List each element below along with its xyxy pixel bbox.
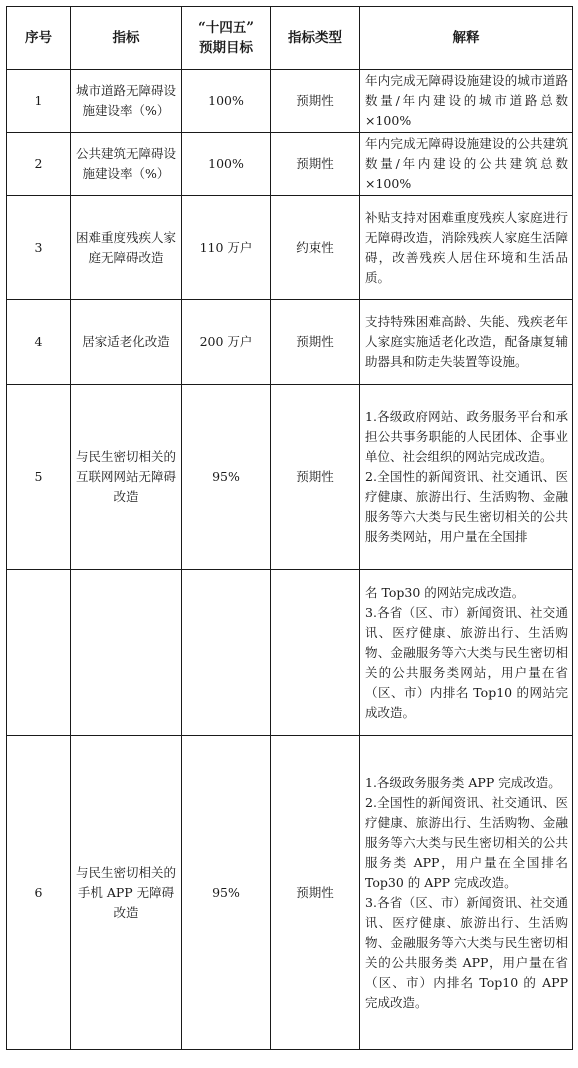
table-header-row bbox=[7, 7, 573, 70]
row-target: 200 万户 bbox=[182, 300, 271, 385]
row-indicator: 与民生密切相关的互联网网站无障碍改造 bbox=[71, 385, 182, 570]
explanation-paragraph: 2.全国性的新闻资讯、社交通讯、医疗健康、旅游出行、生活购物、金融服务等六大类与民生密切相关的公共服务类 APP，用户量在全国排名 Top30 的 APP 完成改造。 bbox=[365, 794, 568, 890]
explanation-paragraph: 支持特殊困难高龄、失能、残疾老年人家庭实施适老化改造，配备康复辅助器具和防走失装置等设施。 bbox=[365, 314, 568, 369]
row-seq: 4 bbox=[7, 300, 71, 385]
row-indicator bbox=[71, 570, 182, 736]
explanation-paragraph: 年内完成无障碍设施建设的公共建筑数量/年内建设的公共建筑总数×100% bbox=[365, 136, 568, 191]
row-seq: 6 bbox=[7, 736, 71, 1050]
row-type: 预期性 bbox=[271, 385, 360, 570]
row-type: 预期性 bbox=[271, 70, 360, 133]
row-explanation bbox=[360, 300, 573, 385]
row-seq bbox=[7, 570, 71, 736]
header-indicator: 指标 bbox=[71, 7, 182, 70]
header-target bbox=[182, 7, 271, 70]
table-row bbox=[7, 385, 573, 570]
header-type: 指标类型 bbox=[271, 7, 360, 70]
row-target: 95% bbox=[182, 736, 271, 1050]
row-seq: 5 bbox=[7, 385, 71, 570]
row-indicator: 公共建筑无障碍设施建设率（%） bbox=[71, 133, 182, 196]
header-target-line2: 预期目标 bbox=[199, 40, 253, 56]
row-explanation bbox=[360, 736, 573, 1050]
row-target: 100% bbox=[182, 70, 271, 133]
row-target: 100% bbox=[182, 133, 271, 196]
row-indicator: 与民生密切相关的手机 APP 无障碍改造 bbox=[71, 736, 182, 1050]
header-seq: 序号 bbox=[7, 7, 71, 70]
row-type bbox=[271, 570, 360, 736]
explanation-paragraph: 年内完成无障碍设施建设的城市道路数量/年内建设的城市道路总数×100% bbox=[365, 73, 568, 128]
header-explanation: 解释 bbox=[360, 7, 573, 70]
row-indicator: 居家适老化改造 bbox=[71, 300, 182, 385]
row-target: 110 万户 bbox=[182, 196, 271, 300]
indicator-table bbox=[6, 6, 573, 1050]
row-explanation bbox=[360, 196, 573, 300]
explanation-paragraph: 2.全国性的新闻资讯、社交通讯、医疗健康、旅游出行、生活购物、金融服务等六大类与民生密切相关的公共服务类网站，用户量在全国排 bbox=[365, 469, 568, 544]
row-indicator: 困难重度残疾人家庭无障碍改造 bbox=[71, 196, 182, 300]
table-row bbox=[7, 70, 573, 133]
explanation-paragraph: 3.各省（区、市）新闻资讯、社交通讯、医疗健康、旅游出行、生活购物、金融服务等六大类与民生密切相关的公共服务类 APP，用户量在省（区、市）内排名 Top10 的 APP 完成改造。 bbox=[365, 894, 568, 1010]
row-type: 约束性 bbox=[271, 196, 360, 300]
table-row bbox=[7, 133, 573, 196]
row-target: 95% bbox=[182, 385, 271, 570]
row-explanation bbox=[360, 570, 573, 736]
row-seq: 2 bbox=[7, 133, 71, 196]
explanation-paragraph: 3.各省（区、市）新闻资讯、社交通讯、医疗健康、旅游出行、生活购物、金融服务等六大类与民生密切相关的公共服务类网站，用户量在省（区、市）内排名 Top10 的网站完成改造。 bbox=[365, 604, 568, 720]
row-seq: 3 bbox=[7, 196, 71, 300]
table-row bbox=[7, 736, 573, 1050]
row-type: 预期性 bbox=[271, 133, 360, 196]
table-row bbox=[7, 196, 573, 300]
explanation-paragraph: 名 Top30 的网站完成改造。 bbox=[365, 584, 525, 600]
header-target-line1: “十四五” bbox=[197, 20, 255, 36]
row-type: 预期性 bbox=[271, 300, 360, 385]
table-row bbox=[7, 570, 573, 736]
explanation-paragraph: 1.各级政务服务类 APP 完成改造。 bbox=[365, 774, 561, 790]
row-explanation bbox=[360, 133, 573, 196]
explanation-paragraph: 补贴支持对困难重度残疾人家庭进行无障碍改造，消除残疾人家庭生活障碍，改善残疾人居住环境和生活品质。 bbox=[365, 209, 568, 285]
row-indicator: 城市道路无障碍设施建设率（%） bbox=[71, 70, 182, 133]
row-explanation bbox=[360, 70, 573, 133]
explanation-paragraph: 1.各级政府网站、政务服务平台和承担公共事务职能的人民团体、企事业单位、社会组织的网站完成改造。 bbox=[365, 409, 568, 464]
row-target bbox=[182, 570, 271, 736]
row-explanation bbox=[360, 385, 573, 570]
row-seq: 1 bbox=[7, 70, 71, 133]
table-row bbox=[7, 300, 573, 385]
row-type: 预期性 bbox=[271, 736, 360, 1050]
